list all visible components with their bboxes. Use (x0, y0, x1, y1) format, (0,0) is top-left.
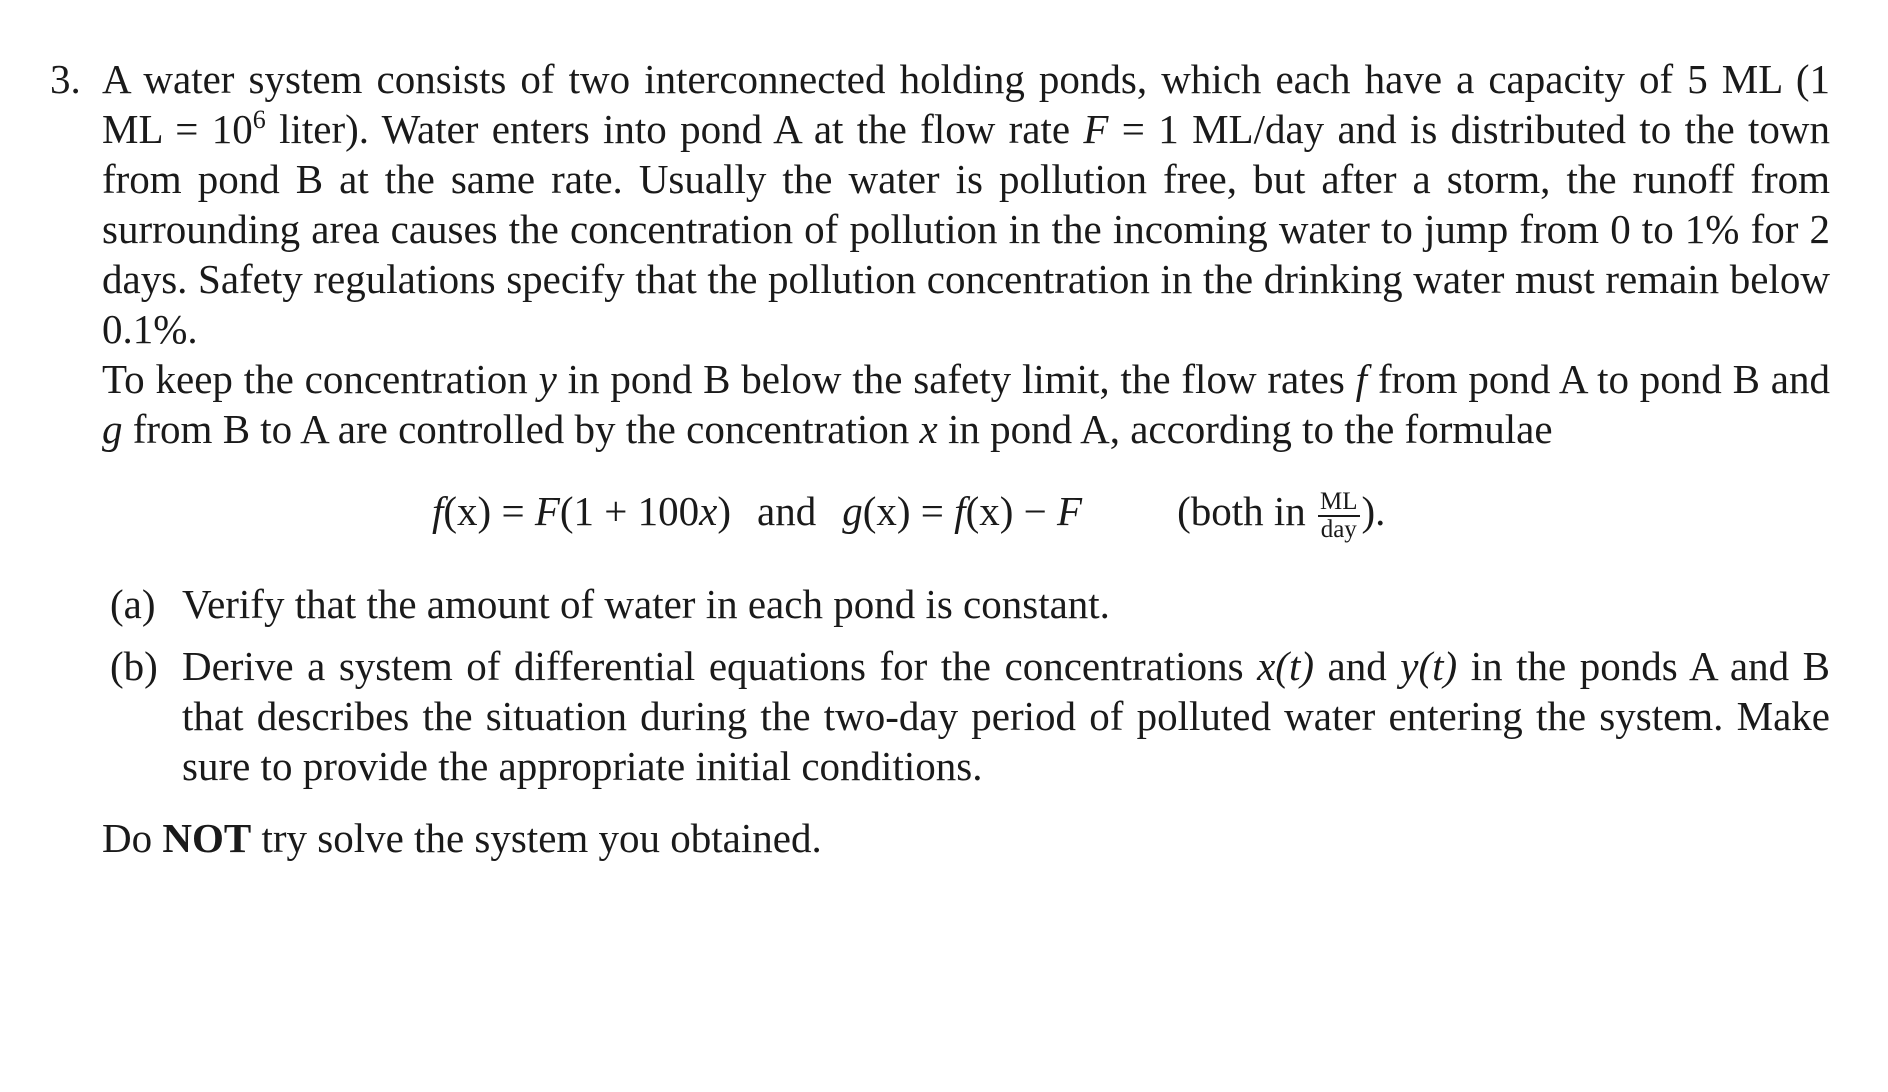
subquestion-b-text-3: in the ponds A and B that describes the situation during the two-day period of polluted water entering the system. Make sure to provide the appropriate initial conditions. (182, 642, 1830, 789)
subquestion-a-text: Verify that the amount of water in each pond is constant. (182, 580, 1110, 627)
units-numerator: ML (1320, 487, 1358, 515)
formula-g-rhs-f: f (954, 488, 966, 534)
units-pre: (both in (1177, 488, 1316, 534)
formula-and: and (757, 488, 817, 534)
display-formula (102, 486, 1830, 543)
var-y: y (538, 356, 557, 402)
problem-3 (50, 54, 1830, 863)
subquestion-b-text-1: Derive a system of differential equations for the concentrations (182, 642, 1258, 689)
problem-number: 3. (50, 56, 81, 102)
units-denominator: day (1320, 515, 1357, 543)
subquestion-a (102, 579, 1830, 629)
formula-g: g (842, 488, 863, 534)
control-text-1: To keep the concentration (102, 356, 539, 402)
exponent: 6 (252, 105, 266, 134)
note-pre: Do (102, 814, 163, 861)
formula-eq-1: = (491, 488, 535, 534)
var-x: x (919, 406, 938, 452)
formula-f: f (432, 488, 444, 534)
formula-f-rhs-x: x (699, 488, 718, 534)
units-post: ). (1361, 488, 1386, 534)
var-F: F (1083, 106, 1109, 152)
control-text-2: in pond B below the safety limit, the flow rates (556, 356, 1356, 402)
var-f: f (1355, 356, 1368, 402)
intro-text-2: liter). Water enters into pond A at the flow rate (265, 106, 1084, 152)
var-g: g (102, 406, 123, 452)
problem-intro (102, 54, 1830, 354)
control-text-5: in pond A, according to the formulae (937, 406, 1553, 452)
formula-minus: − (1013, 488, 1058, 534)
formula-f-rhs-close: ) (717, 488, 732, 534)
subquestion-b-label: (b) (110, 642, 158, 689)
formula-eq-2: = (910, 488, 955, 534)
control-text-4: from B to A are controlled by the concentration (122, 406, 920, 452)
var-yt: y(t) (1400, 642, 1458, 689)
intro-text-3: = 1 ML/day and is distributed to the town from pond B at the same rate. Usually the water is pollution free, but after a storm, the runoff from surrounding area causes the concentration of pollution in the incoming water to jump from 0 to 1% for 2 days. Safety regulations specify that the pollution concentration in the drinking water must remain below 0.1%. (102, 106, 1831, 352)
formula-F-1: F (534, 488, 560, 534)
control-text-3: from pond A to pond B and (1367, 356, 1830, 402)
formula-f-rhs-open: (1 + 100 (559, 488, 700, 534)
formula-g-rhs-arg: (x) (965, 488, 1014, 534)
note-emphasis: NOT (162, 814, 252, 861)
subquestion-a-label: (a) (110, 580, 156, 627)
formula-f-arg: (x) (443, 488, 492, 534)
instruction-note (102, 813, 1830, 863)
problem-control (102, 354, 1830, 454)
subquestion-b (102, 641, 1830, 791)
problem-body (50, 54, 1830, 863)
formula-F-2: F (1057, 488, 1083, 534)
subquestion-b-text-2: and (1314, 642, 1401, 689)
var-xt: x(t) (1257, 642, 1315, 689)
intro-text-1: A water system consists of two interconnected holding ponds, which each have a capacity of 5 ML (1 ML = 10 (102, 56, 1830, 152)
note-post: try solve the system you obtained. (251, 814, 822, 861)
subquestion-list (102, 579, 1830, 791)
formula-g-arg: (x) (862, 488, 911, 534)
units-fraction (1318, 489, 1360, 543)
